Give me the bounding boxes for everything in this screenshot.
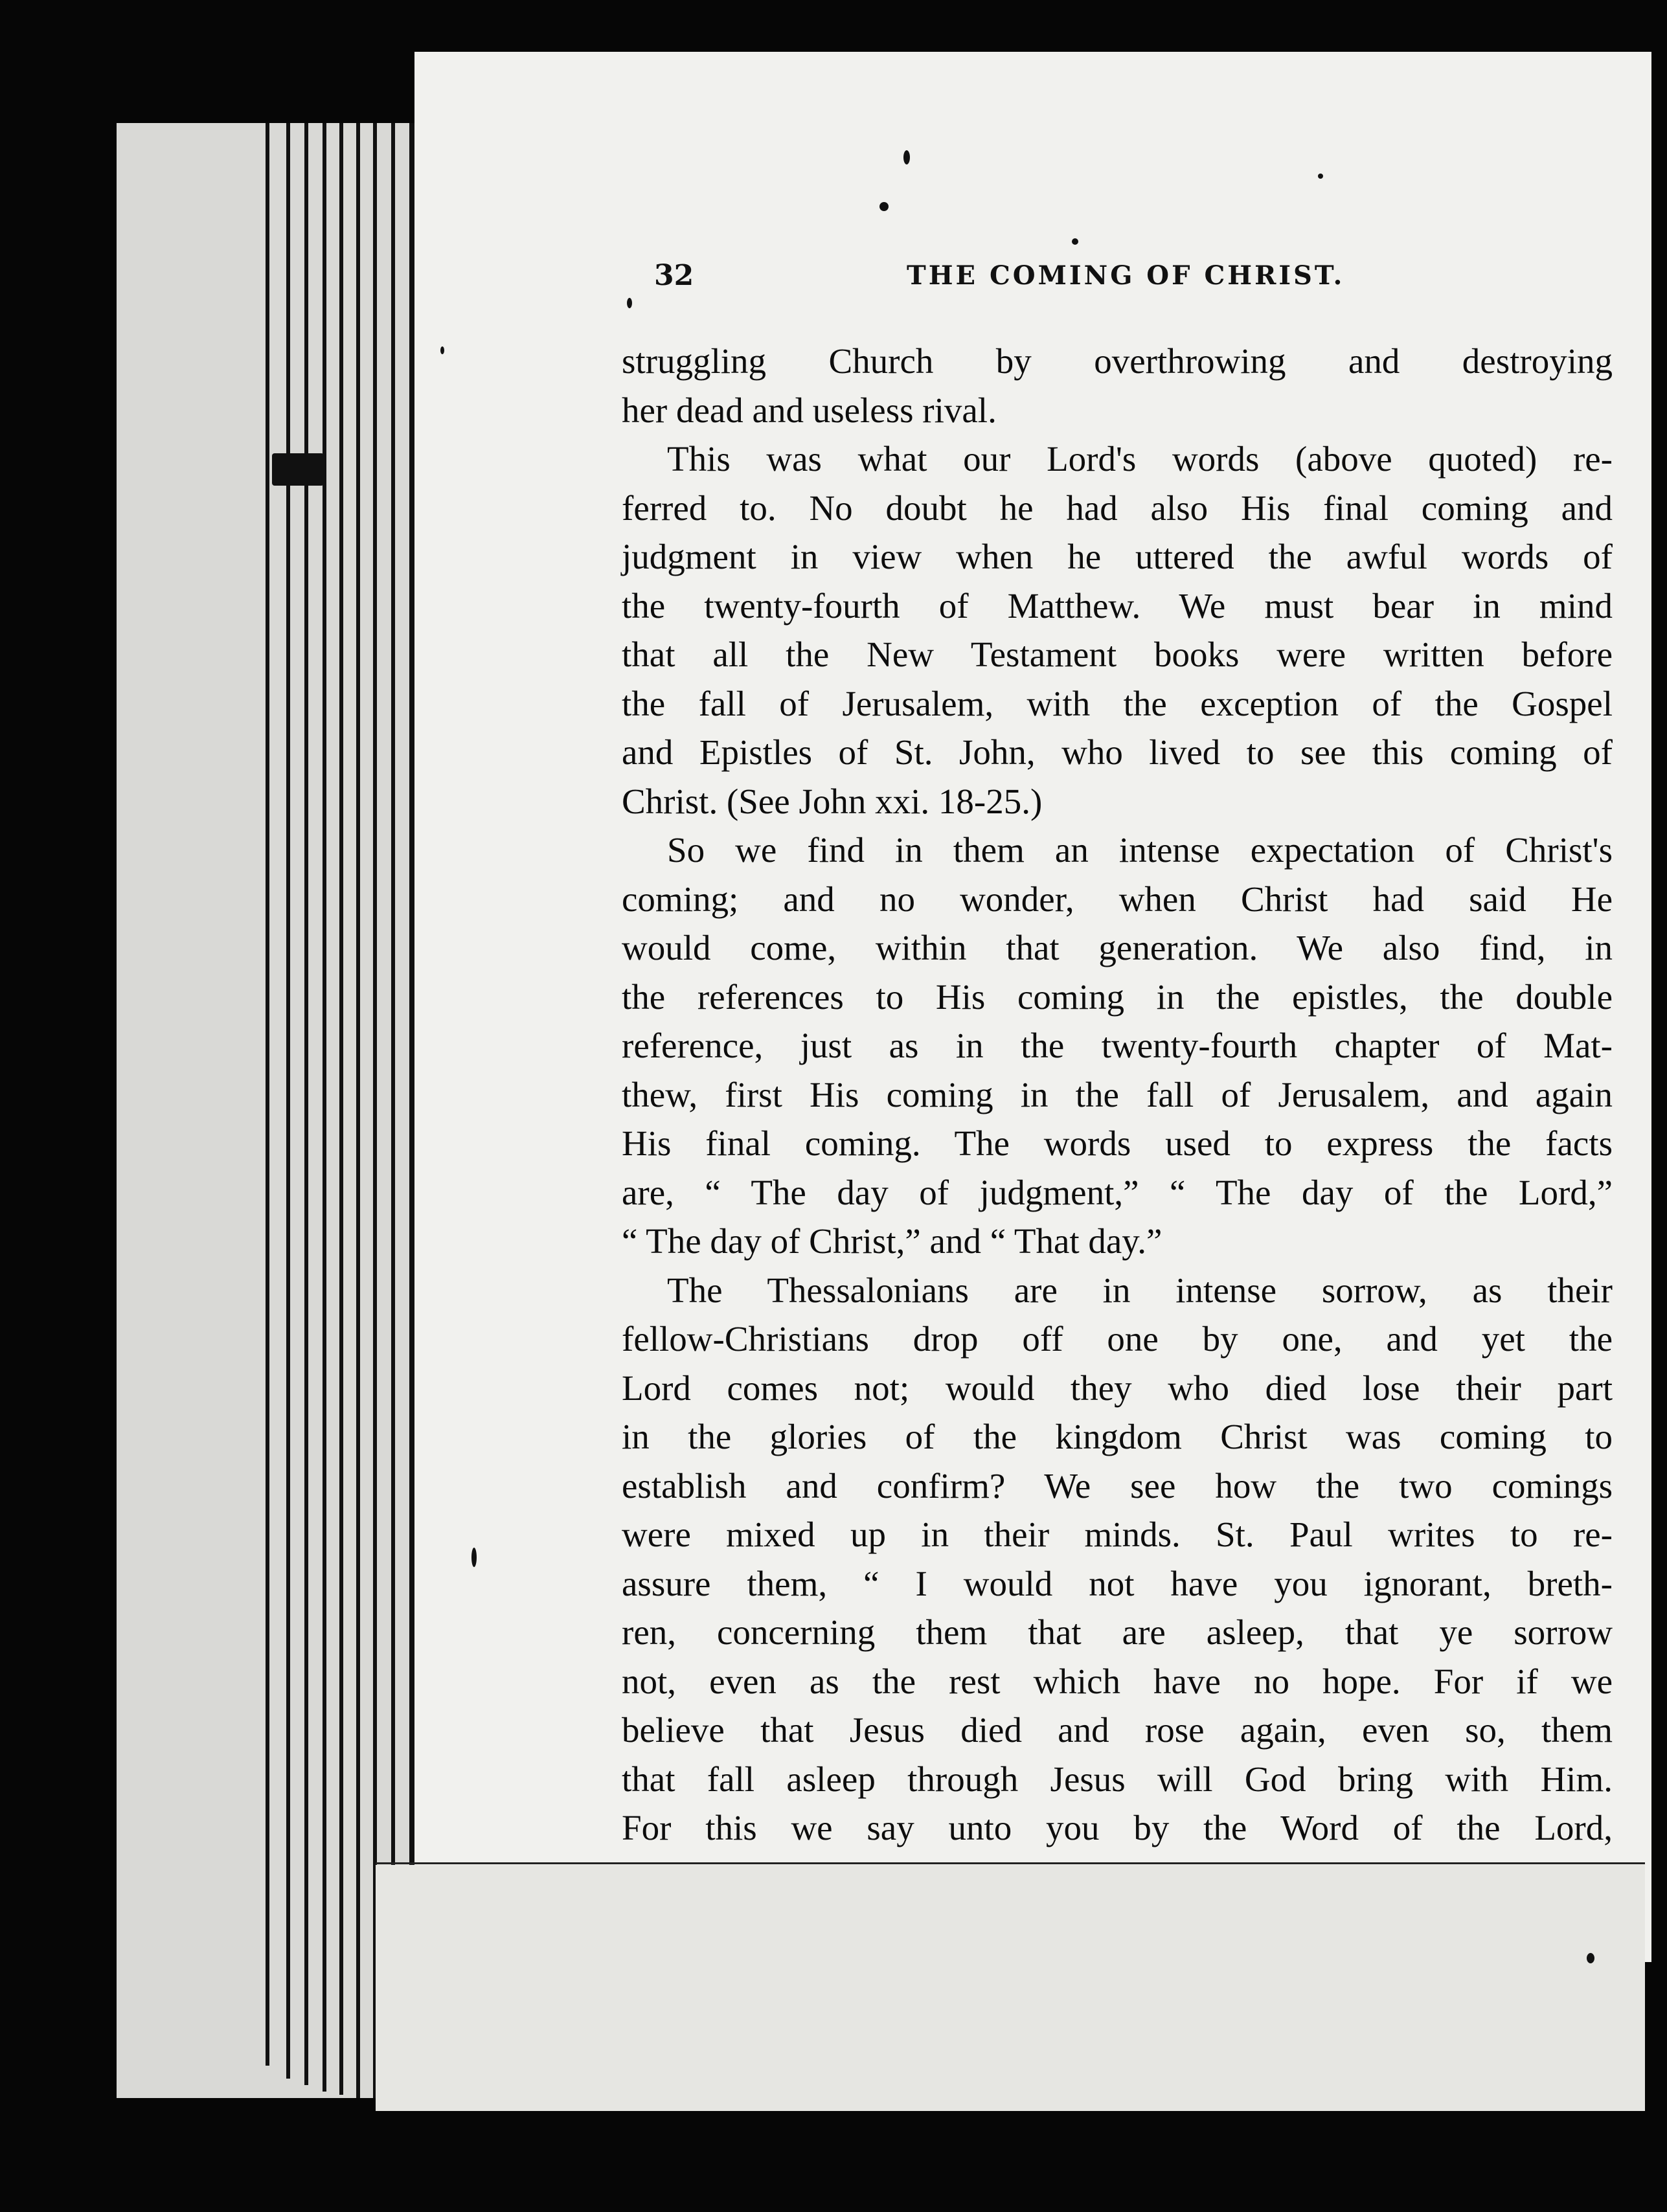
text-line: her dead and useless rival. <box>622 390 997 430</box>
text-line: that all the New Testament books were written before <box>622 635 1613 674</box>
text-line: struggling Church by overthrowing and destroying <box>622 341 1613 381</box>
ink-speck <box>1587 1953 1594 1963</box>
text-line: believe that Jesus died and rose again, even so, them <box>622 1710 1613 1750</box>
page-edge-line <box>409 123 414 2098</box>
page-edge-line <box>391 123 395 2098</box>
text-line: fellow-Christians drop off one by one, and yet the <box>622 1319 1613 1359</box>
page-edge-line <box>339 123 343 2095</box>
text-line: This was what our Lord's words (above quoted) re- <box>667 439 1613 479</box>
fold-line <box>376 1862 1645 1864</box>
text-line: not, even as the rest which have no hope. For if we <box>622 1661 1613 1701</box>
text-line: So we find in them an intense expectation of Christ's <box>667 830 1613 870</box>
text-line: that fall asleep through Jesus will God bring with Him. <box>622 1759 1613 1799</box>
text-line: and Epistles of St. John, who lived to see this coming of <box>622 732 1613 772</box>
text-line: the fall of Jerusalem, with the exception of the Gospel <box>622 683 1613 723</box>
page-edge-line <box>356 123 360 2098</box>
text-line: establish and confirm? We see how the two comings <box>622 1465 1613 1506</box>
running-title: THE COMING OF CHRIST. <box>907 260 1345 291</box>
ink-speck <box>1072 238 1078 245</box>
page-header <box>654 259 1379 304</box>
page-edge-line <box>266 123 269 2066</box>
text-line: For this we say unto you by the Word of the Lord, <box>622 1808 1613 1847</box>
text-line: Lord comes not; would they who died lose their part <box>622 1368 1613 1408</box>
text-line: Christ. (See John xxi. 18-25.) <box>622 781 1043 821</box>
text-line: the references to His coming in the epistles, the double <box>622 976 1613 1017</box>
page-number: 32 <box>654 259 694 292</box>
body-text <box>622 337 1613 1853</box>
text-line: assure them, “ I would not have you ignorant, breth- <box>622 1563 1613 1603</box>
page-edge-line <box>323 123 326 2092</box>
text-line: were mixed up in their minds. St. Paul writes to re- <box>622 1515 1613 1554</box>
stacked-page-edges <box>117 123 414 2098</box>
ink-speck <box>627 298 632 308</box>
page-edge-line <box>304 123 308 2085</box>
ink-speck <box>879 202 889 211</box>
page-edge-line <box>373 123 377 2098</box>
text-line: reference, just as in the twenty-fourth chapter of Mat- <box>622 1026 1613 1065</box>
text-line: judgment in view when he uttered the awful words of <box>622 537 1613 576</box>
text-line: The Thessalonians are in intense sorrow, as their <box>667 1270 1613 1310</box>
text-line: are, “ The day of judgment,” “ The day of the Lord,” <box>622 1172 1613 1212</box>
text-line: ren, concerning them that are asleep, that ye sorrow <box>622 1612 1613 1652</box>
ink-speck <box>471 1548 477 1567</box>
text-line: the twenty-fourth of Matthew. We must bear in mind <box>622 585 1613 626</box>
page-edge-line <box>286 123 290 2079</box>
text-line: would come, within that generation. We also find, in <box>622 928 1613 967</box>
ink-speck <box>903 150 910 164</box>
page-tab-mark <box>272 453 324 486</box>
text-line: ferred to. No doubt he had also His final coming and <box>622 488 1613 528</box>
text-line: coming; and no wonder, when Christ had said He <box>622 879 1613 919</box>
ink-speck <box>1318 174 1323 179</box>
page-lower-margin <box>376 1865 1645 2111</box>
text-line: in the glories of the kingdom Christ was coming to <box>622 1417 1613 1456</box>
text-line: thew, first His coming in the fall of Jerusalem, and again <box>622 1074 1613 1114</box>
text-line: His final coming. The words used to express the facts <box>622 1123 1613 1163</box>
ink-speck <box>440 346 444 354</box>
text-line: “ The day of Christ,” and “ That day.” <box>622 1221 1162 1261</box>
